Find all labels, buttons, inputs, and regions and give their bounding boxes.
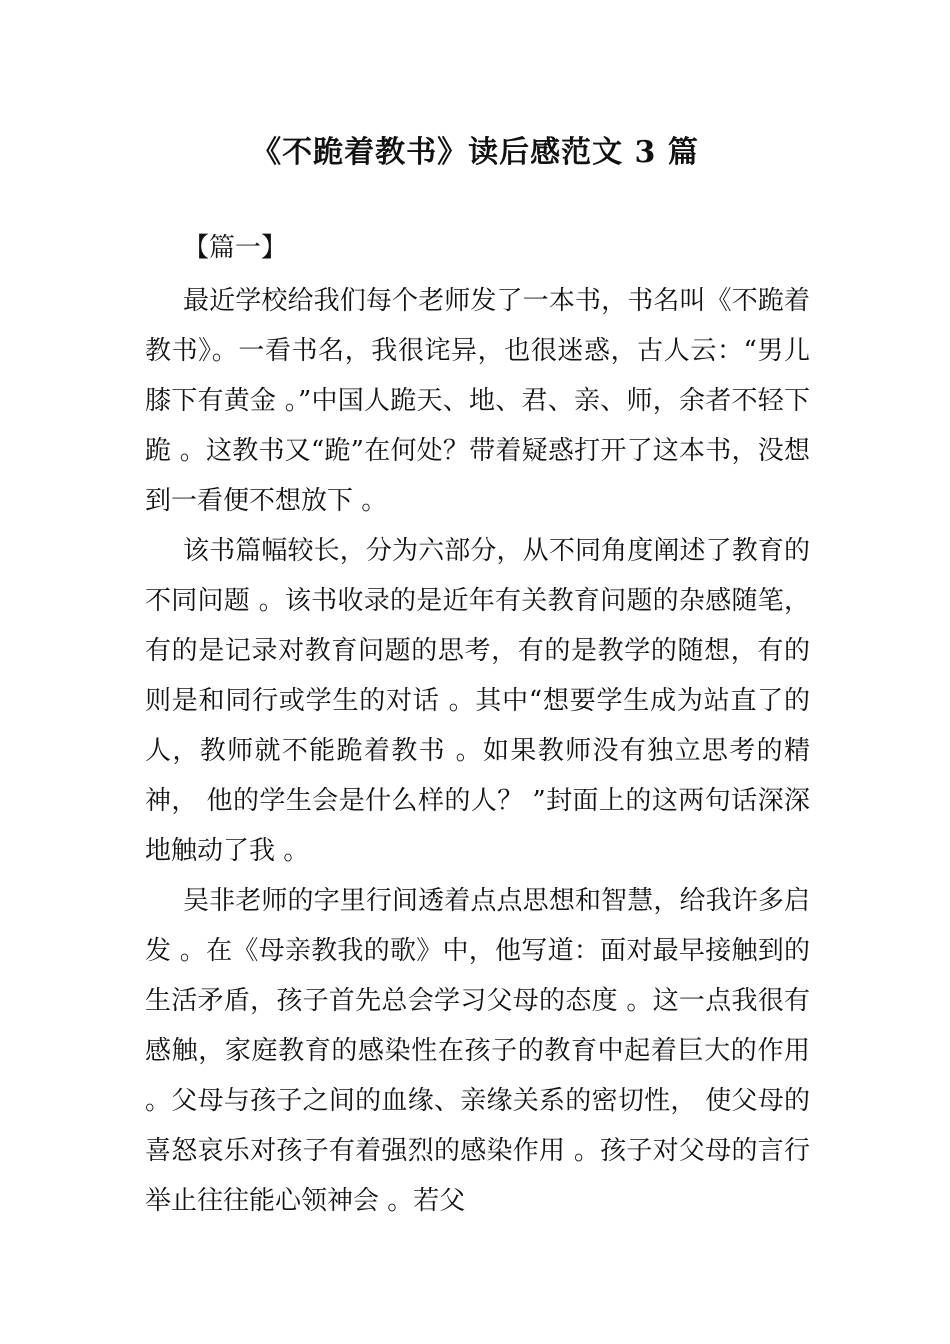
section-label: 【篇一】	[183, 233, 288, 263]
paragraph-2: 该书篇幅较长，分为六部分，从不同角度阐述了教育的不同问题 。该书收录的是近年有关教育问题的杂感随笔， 有的是记录对教育问题的思考，有的是教学的随想，有的则是和同行或学生的对话 。其中“想要学生成为站直了的人，教师就不能跪着教书 。如果教师没有独立思考的精神， 他的学生会是什么样的人？ ”封面上的这两句话深深地触动了我 。	[145, 536, 810, 866]
document-title: 《不跪着教书》读后感范文 3 篇	[251, 135, 699, 170]
document-body	[145, 276, 810, 1226]
paragraph-1: 最近学校给我们每个老师发了一本书，书名叫《不跪着教书》。一看书名，我很诧异，也很迷惑，古人云：“男儿膝下有黄金 。”中国人跪天、地、君、亲、师，余者不轻下跪 。这教书又“跪”在何处？带着疑惑打开了这本书，没想到一看便不想放下 。	[145, 286, 810, 516]
paragraph-3: 吴非老师的字里行间透着点点思想和智慧，给我许多启发 。在《母亲教我的歌》中，他写道：面对最早接触到的生活矛盾，孩子首先总会学习父母的态度 。这一点我很有感触，家庭教育的感染性在孩子的教育中起着巨大的作用 。父母与孩子之间的血缘、亲缘关系的密切性， 使父母的喜怒哀乐对孩子有着强烈的感染作用 。孩子对父母的言行举止往往能心领神会 。若父	[145, 886, 810, 1216]
